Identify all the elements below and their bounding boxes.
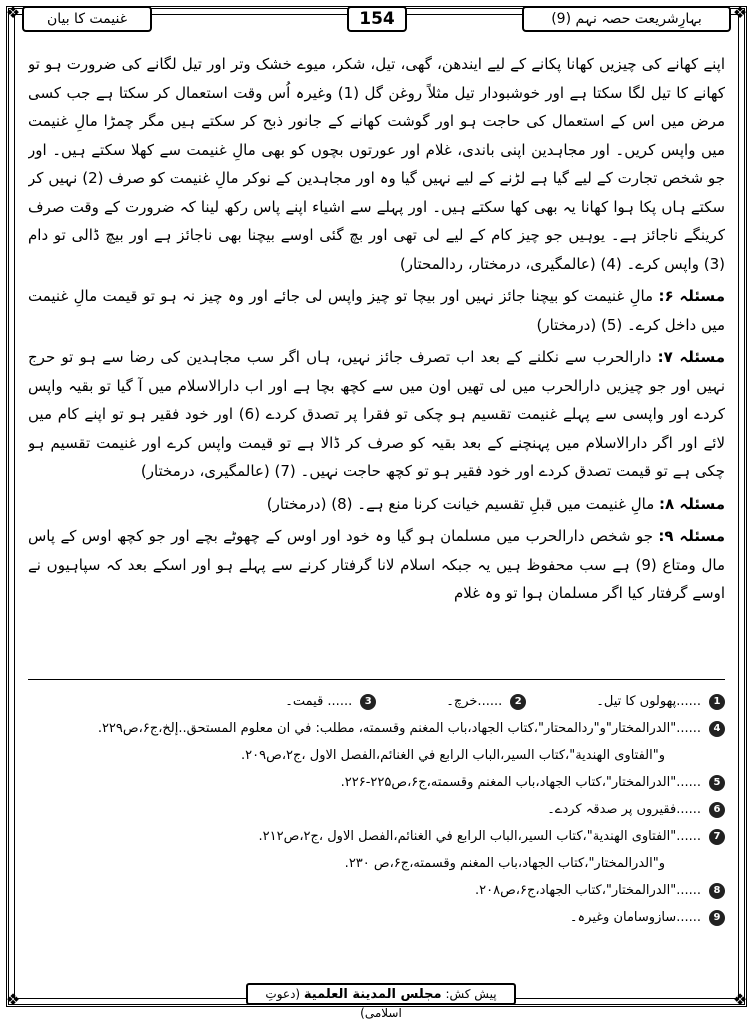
footnote-number: 9 — [709, 910, 725, 926]
footer-org-sub: (دعوتِ اسلامی) — [265, 987, 402, 1020]
short-footnotes-row — [28, 688, 725, 715]
footnote — [596, 688, 725, 715]
footnote-continuation: و"الدرالمختار"،كتاب الجهاد،باب المغنم وقسمته،ج۶،ص ۲۳۰. — [344, 856, 665, 871]
footnote-text: ......خرچ۔ — [446, 694, 503, 709]
page-number: 154 — [347, 6, 407, 32]
masala-paragraph — [28, 490, 725, 519]
footnote — [28, 877, 725, 904]
corner-ornament: ❖ — [5, 3, 21, 22]
footnote-text: ...... قیمت۔ — [285, 694, 353, 709]
masala-paragraph — [28, 343, 725, 486]
footnote — [28, 904, 725, 931]
book-title: بہارِشریعت حصہ نہم (9) — [522, 6, 731, 32]
footnote-text: ......"الدرالمختار"،كتاب الجهاد،ج۶،ص۲۰۸. — [474, 883, 701, 898]
corner-ornament: ❖ — [5, 990, 21, 1009]
corner-ornament: ❖ — [732, 990, 748, 1009]
footnote-divider — [28, 679, 725, 680]
publisher-footer — [246, 983, 516, 1020]
masala-text: مالِ غنیمت میں قبلِ تقسیم خیانت کرنا منع ہے۔ (8) (درمختار) — [266, 494, 655, 513]
main-text — [28, 50, 725, 662]
footnote-number: 6 — [709, 802, 725, 818]
footnote-text: ......فقیروں پر صدقہ کردے۔ — [547, 802, 701, 817]
footer-presenter: پیش کش: — [445, 987, 497, 1001]
footnote-number: 2 — [510, 694, 526, 710]
footnote — [28, 715, 725, 742]
footnote-text: ......"الدرالمختار"،كتاب الجهاد،باب المغنم وقسمته،ج۶،ص۲۲۵-۲۲۶. — [340, 775, 701, 790]
footnote-text: ......پھولوں کا تیل۔ — [596, 694, 701, 709]
masala-text: دارالحرب سے نکلنے کے بعد اب تصرف جائز نہیں، ہاں اگر سب مجاہدین کی رضا سے ہو تو حرج نہیں اور جو چیزیں دارالحرب میں لی تھیں اون میں سے کچھ بچا ہے اور اب دارالاسلام میں آ گیا تو بقیہ واپس کردے اور واپسی سے پہلے غنیمت تقسیم ہو چکی تو فقرا پر تصدق کردے (6) اور خود فقیر ہو تو اپنے کام میں لائے اور اگر دارالاسلام میں پہنچنے کے بعد بقیہ کو صرف کر ڈالا ہے تو قیمت واپس کرے اور غنیمت تقسیم ہو چکی ہے تو قیمت تصدق کردے اور خود فقیر ہو تو کچھ حاجت نہیں۔ (7) (عالمگیری، درمختار) — [28, 348, 725, 480]
footnote-number: 5 — [709, 775, 725, 791]
footnote-number: 8 — [709, 883, 725, 899]
footnote — [28, 823, 725, 850]
masala-label: مسئلہ ۶: — [658, 287, 725, 305]
masala-text: جو شخص دارالحرب میں مسلمان ہو گیا وہ خود اور اوس کے چھوٹے بچے اور جو کچھ اوس کے پاس مال ومتاع (9) ہے سب محفوظ ہیں یہ جبکہ اسلام لانا گرفتار کرنے سے پہلے ہو اور اسکے بعد کہ سپاہیوں نے اوسے گرفتار کیا اگر مسلمان ہوا تو وہ غلام — [28, 527, 725, 602]
masala-label: مسئلہ ۷: — [657, 348, 725, 366]
masala-paragraph — [28, 522, 725, 608]
footnote — [446, 688, 526, 715]
footnote-number: 7 — [709, 829, 725, 845]
footnote-text: ......سازوسامان وغیرہ۔ — [569, 910, 701, 925]
chapter-title: غنیمت کا بیان — [22, 6, 152, 32]
footnote-number: 3 — [360, 694, 376, 710]
masala-paragraph — [28, 282, 725, 339]
page-header — [22, 6, 731, 34]
footnote — [285, 688, 376, 715]
footnote-number: 4 — [709, 721, 725, 737]
masala-label: مسئلہ ۸: — [659, 494, 725, 513]
corner-ornament: ❖ — [732, 3, 748, 22]
footnote-continuation: و"الفتاوى الهندية"،كتاب السير،الباب الرابع في الغنائم،الفصل الاول ،ج۲،ص۲۰۹. — [241, 748, 665, 763]
footnote-text: ......"الفتاوى الهندية"،كتاب السير،الباب الرابع في الغنائم،الفصل الاول ،ج۲،ص۲۱۲. — [258, 829, 701, 844]
footnotes — [28, 688, 725, 956]
footnote-number: 1 — [709, 694, 725, 710]
masala-label: مسئلہ ۹: — [658, 527, 725, 545]
footnote — [28, 796, 725, 823]
footnote-text: ......"الدرالمختار"و"ردالمحتار"،کتاب الجهاد،باب المغنم وقسمته، مطلب: في ان معلوم المستحق..إلخ،ج۶،ص۲۲۹. — [97, 721, 701, 736]
paragraph: اپنے کھانے کی چیزیں کھانا پکانے کے لیے ایندھن، گھی، تیل، شکر، میوے خشک وتر اور تیل لگانے کی ضرورت ہو تو کھانے کا تیل لگا سکتا ہے اور خوشبودار تیل مثلاً روغن گل (1) وغیرہ اُس وقت استعمال کر سکتا ہے جب کسی مرض میں اس کے استعمال کی حاجت ہو اور گوشت کھانے کے جانور ذبح کر سکتے ہیں مگر چمڑا مالِ غنیمت میں واپس کریں۔ اور مجاہدین اپنی باندی، غلام اور عورتوں بچوں کو بھی مالِ غنیمت سے کھلا سکتے ہیں۔ اور جو شخص تجارت کے لیے گیا ہے لڑنے کے لیے نہیں گیا وہ اور مجاہدین کے نوکر مالِ غنیمت کو صرف (2) نہیں کر سکتے ہاں پکا ہوا کھانا یہ بھی کھا سکتے ہیں۔ اور پہلے سے اشیاء اپنے پاس رکھ لینا کہ ضرورت کے وقت صرف کرینگے ناجائز ہے۔ یوہیں جو چیز کام کے لیے لی تھی اور بچ گئی اوسے بیچنا بھی ناجائز ہے اور بیچ ڈالی تو دام (3) واپس کرے۔ (4) (عالمگیری، درمختار، ردالمحتار) — [28, 55, 725, 273]
footnote — [28, 769, 725, 796]
masala-text: مالِ غنیمت کو بیچنا جائز نہیں اور بیچا تو چیز واپس لی جائے اور وہ چیز نہ ہو تو قیمت مالِ غنیمت میں داخل کرے۔ (5) (درمختار) — [28, 287, 725, 334]
footer-org-name: مجلس المدينة العلمية — [303, 987, 442, 1002]
